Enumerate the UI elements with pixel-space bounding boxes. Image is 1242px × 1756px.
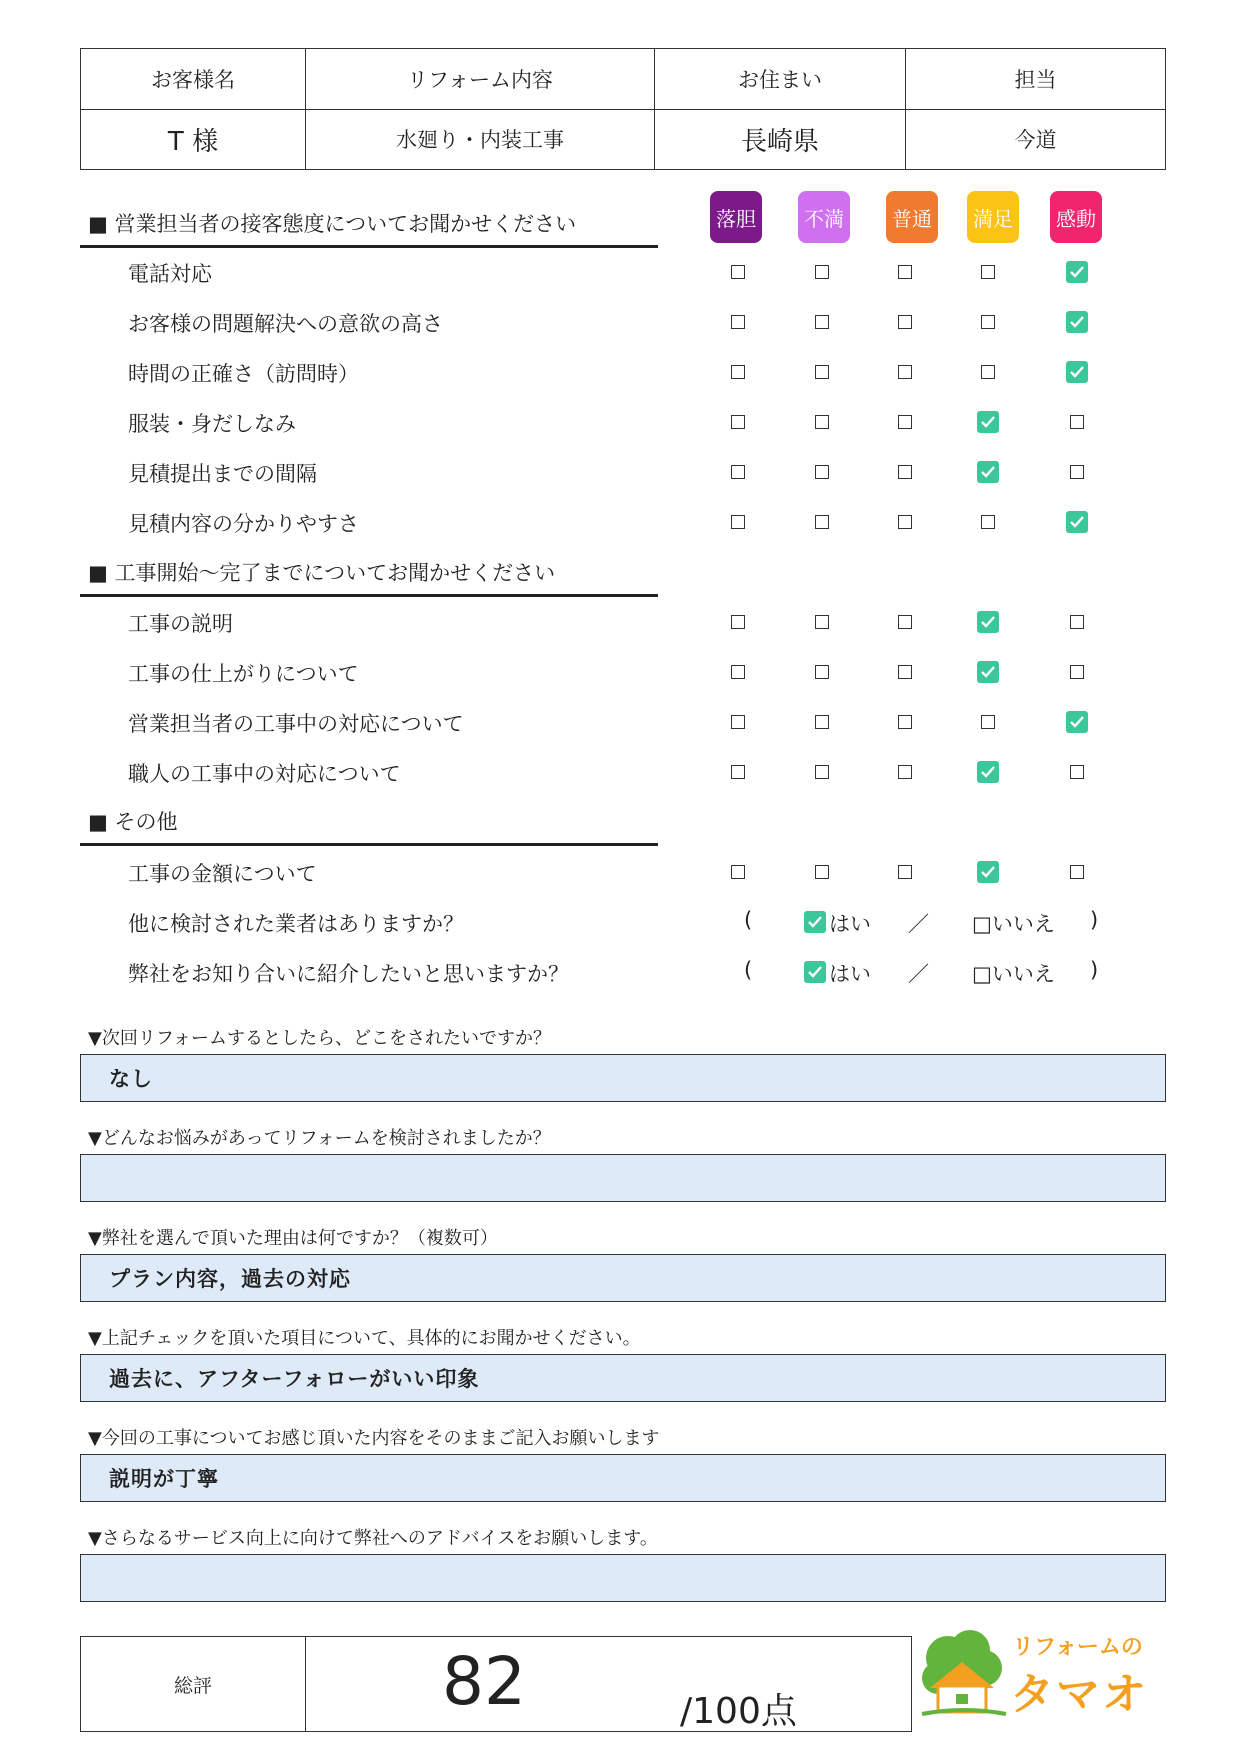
rating-badge-1: 落胆: [710, 191, 762, 243]
checkbox[interactable]: [815, 615, 829, 629]
check-icon: [1069, 364, 1085, 380]
checkbox-checked[interactable]: [1066, 511, 1088, 533]
score-label: 総評: [81, 1637, 306, 1732]
checkbox[interactable]: [1070, 765, 1084, 779]
checkbox[interactable]: [731, 615, 745, 629]
survey-question: ▼弊社を選んで頂いた理由は何ですか？（複数可）: [88, 1228, 498, 1249]
checkbox[interactable]: [981, 265, 995, 279]
rating-badge-2: 不満: [798, 191, 850, 243]
checkbox-checked[interactable]: [1066, 361, 1088, 383]
yes-checkbox-checked[interactable]: [804, 961, 826, 983]
check-icon: [980, 764, 996, 780]
check-icon: [1069, 314, 1085, 330]
question-item: 見積提出までの間隔: [128, 462, 317, 486]
check-icon: [980, 414, 996, 430]
checkbox[interactable]: [731, 765, 745, 779]
answer-field[interactable]: プラン内容，過去の対応: [80, 1254, 1166, 1302]
checkbox-checked[interactable]: [977, 461, 999, 483]
answer-field[interactable]: 説明が丁寧: [80, 1454, 1166, 1502]
question-item: 工事の仕上がりについて: [128, 662, 359, 686]
yes-option-label[interactable]: はい: [829, 912, 871, 936]
overall-score-table: [80, 1636, 912, 1732]
rating-badge-4: 満足: [967, 191, 1019, 243]
check-icon: [980, 664, 996, 680]
no-option-label[interactable]: □いいえ: [972, 962, 1055, 986]
survey-question: ▼どんなお悩みがあってリフォームを検討されましたか？: [88, 1128, 551, 1149]
check-icon: [1069, 514, 1085, 530]
checkbox[interactable]: [981, 715, 995, 729]
checkbox[interactable]: [731, 265, 745, 279]
checkbox-checked[interactable]: [1066, 261, 1088, 283]
question-item: 工事の金額について: [128, 862, 317, 886]
question-item: 見積内容の分かりやすさ: [128, 512, 359, 536]
checkbox-checked[interactable]: [977, 411, 999, 433]
question-item: お客様の問題解決への意欲の高さ: [128, 312, 443, 336]
checkbox[interactable]: [815, 365, 829, 379]
section-heading-other: ■ その他: [88, 810, 178, 834]
paren-open: (: [744, 908, 753, 932]
checkbox[interactable]: [1070, 615, 1084, 629]
checkbox[interactable]: [731, 465, 745, 479]
section-divider: [80, 245, 658, 248]
checkbox[interactable]: [815, 515, 829, 529]
checkbox[interactable]: [898, 515, 912, 529]
section-heading-service: ■ 営業担当者の接客態度についてお聞かせください: [88, 212, 577, 236]
checkbox[interactable]: [815, 665, 829, 679]
reform-content: 水廻り・内装工事: [306, 109, 655, 170]
question-item: 時間の正確さ（訪問時）: [128, 362, 359, 386]
col-content-header: リフォーム内容: [306, 49, 655, 110]
score-max: /100点: [680, 1691, 797, 1732]
logo-line2: タマオ: [1010, 1669, 1148, 1720]
answer-field[interactable]: 過去に、アフターフォローがいい印象: [80, 1354, 1166, 1402]
checkbox-checked[interactable]: [977, 861, 999, 883]
checkbox-checked[interactable]: [977, 611, 999, 633]
checkbox[interactable]: [731, 665, 745, 679]
yes-option-label[interactable]: はい: [829, 962, 871, 986]
checkbox[interactable]: [1070, 865, 1084, 879]
checkbox[interactable]: [815, 315, 829, 329]
rating-badge-5: 感動: [1050, 191, 1102, 243]
checkbox[interactable]: [898, 315, 912, 329]
col-customer-header: お客様名: [81, 49, 306, 110]
question-item: 職人の工事中の対応について: [128, 762, 401, 786]
check-icon: [1069, 264, 1085, 280]
checkbox[interactable]: [731, 515, 745, 529]
paren-close: ): [1090, 908, 1099, 932]
staff-name: 今道: [906, 109, 1166, 170]
answer-field[interactable]: [80, 1154, 1166, 1202]
check-icon: [980, 614, 996, 630]
checkbox[interactable]: [898, 765, 912, 779]
section-heading-construction: ■ 工事開始～完了までについてお聞かせください: [88, 561, 556, 585]
customer-name: T 様: [81, 109, 306, 170]
survey-question: ▼上記チェックを頂いた項目について、具体的にお聞かせください。: [88, 1328, 641, 1349]
survey-question: ▼次回リフォームするとしたら、どこをされたいですか？: [88, 1028, 551, 1049]
yes-checkbox-checked[interactable]: [804, 911, 826, 933]
checkbox[interactable]: [981, 515, 995, 529]
checkbox-checked[interactable]: [977, 661, 999, 683]
customer-info-table: [80, 48, 1166, 170]
col-staff-header: 担当: [906, 49, 1166, 110]
checkbox[interactable]: [815, 765, 829, 779]
checkbox[interactable]: [815, 715, 829, 729]
checkbox[interactable]: [898, 365, 912, 379]
checkbox[interactable]: [731, 715, 745, 729]
checkbox[interactable]: [815, 415, 829, 429]
rating-badge-3: 普通: [886, 191, 938, 243]
check-icon: [980, 864, 996, 880]
score-cell: [306, 1637, 912, 1732]
checkbox[interactable]: [898, 865, 912, 879]
checkbox[interactable]: [981, 315, 995, 329]
address: 長崎県: [655, 109, 906, 170]
checkbox[interactable]: [815, 465, 829, 479]
check-icon: [980, 464, 996, 480]
check-icon: [1069, 714, 1085, 730]
col-address-header: お住まい: [655, 49, 906, 110]
checkbox[interactable]: [898, 465, 912, 479]
section-divider: [80, 843, 658, 846]
company-logo: [918, 1628, 1158, 1720]
check-icon: [807, 964, 823, 980]
slash-separator: ／: [908, 962, 929, 986]
logo-line1: リフォームの: [1012, 1635, 1143, 1660]
question-item: 営業担当者の工事中の対応について: [128, 712, 464, 736]
checkbox[interactable]: [981, 365, 995, 379]
no-option-label[interactable]: □いいえ: [972, 912, 1055, 936]
checkbox[interactable]: [898, 665, 912, 679]
checkbox[interactable]: [731, 315, 745, 329]
checkbox[interactable]: [815, 265, 829, 279]
question-item: 服装・身だしなみ: [128, 412, 296, 436]
checkbox[interactable]: [731, 365, 745, 379]
checkbox-checked[interactable]: [1066, 711, 1088, 733]
checkbox[interactable]: [898, 415, 912, 429]
slash-separator: ／: [908, 912, 929, 936]
score-value: 82: [442, 1643, 526, 1720]
checkbox[interactable]: [1070, 415, 1084, 429]
check-icon: [807, 914, 823, 930]
checkbox[interactable]: [898, 615, 912, 629]
paren-open: (: [744, 958, 753, 982]
answer-field[interactable]: [80, 1554, 1166, 1602]
section-divider: [80, 594, 658, 597]
question-item: 電話対応: [128, 262, 212, 286]
checkbox-checked[interactable]: [977, 761, 999, 783]
checkbox-checked[interactable]: [1066, 311, 1088, 333]
house-tree-icon: [918, 1628, 1010, 1718]
checkbox[interactable]: [898, 265, 912, 279]
checkbox[interactable]: [731, 865, 745, 879]
checkbox[interactable]: [1070, 665, 1084, 679]
answer-field[interactable]: なし: [80, 1054, 1166, 1102]
survey-question: ▼さらなるサービス向上に向けて弊社へのアドバイスをお願いします。: [88, 1528, 658, 1549]
yesno-question: 弊社をお知り合いに紹介したいと思いますか？: [128, 962, 569, 986]
question-item: 工事の説明: [128, 612, 233, 636]
checkbox[interactable]: [731, 415, 745, 429]
checkbox[interactable]: [815, 865, 829, 879]
checkbox[interactable]: [1070, 465, 1084, 479]
paren-close: ): [1090, 958, 1099, 982]
yesno-question: 他に検討された業者はありますか？: [128, 912, 464, 936]
checkbox[interactable]: [898, 715, 912, 729]
survey-question: ▼今回の工事についてお感じ頂いた内容をそのままご記入お願いします: [88, 1428, 660, 1449]
